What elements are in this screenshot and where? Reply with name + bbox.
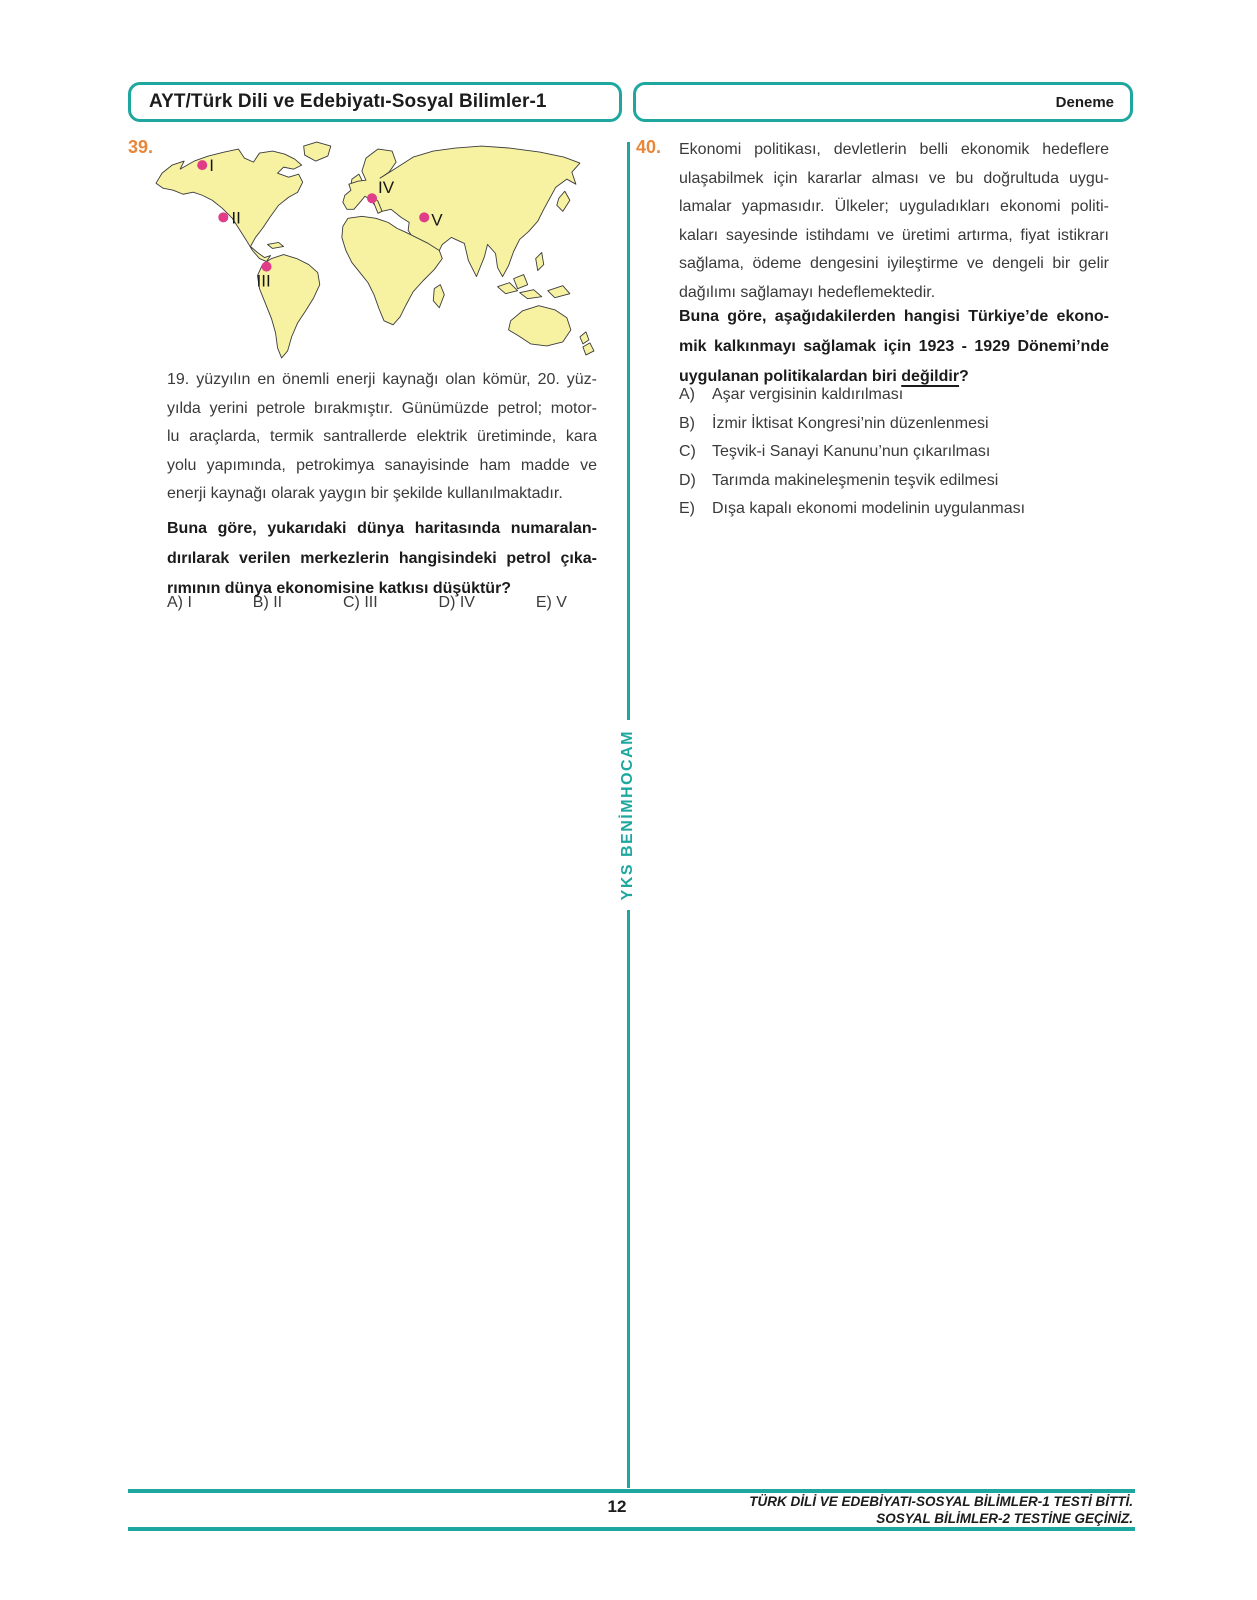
q40-option-a [679,386,1129,404]
map-greenland [304,142,331,161]
q40-options-list [679,386,1129,529]
map-marker-I-label: I [209,156,215,176]
q40-stem-underlined-word: değildir [901,368,960,385]
question-40-number: 40. [636,137,662,157]
q39-option-d-text: IV [459,594,475,611]
q40-option-b [679,415,1129,433]
map-borneo [514,275,528,289]
q40-option-c [679,443,1129,461]
q39-option-b-text: II [273,594,283,611]
map-marker-II-label: II [231,208,241,228]
map-marker-III [261,262,271,272]
q39-option-b-letter: B) [252,594,269,611]
q40-option-c-text: Teşvik-i Sanayi Kanunu’nun çıkarılması [712,443,991,460]
q39-paragraph-line: enerji kaynağı olarak yaygın bir şekilde kullanılmaktadır. [167,485,563,502]
q40-stem-line: mik kalkınmayı sağlamak için 1923 - 1929 Dönemi’nde [679,338,1109,355]
q39-option-a-text: I [187,594,192,611]
map-marker-III-label: III [256,271,271,291]
map-madagascar [433,285,444,308]
footer-note-line1: TÜRK DİLİ VE EDEBİYATI-SOSYAL BİLİMLER-1 TESTİ BİTTİ. [749,1494,1133,1509]
question-39-number: 39. [128,137,154,157]
q40-option-d-letter: D) [679,471,696,489]
q39-option-c-letter: C) [342,594,360,611]
q39-paragraph-line: 19. yüzyılın en önemli enerji kaynağı olan kömür, 20. yüz- [167,371,597,388]
q40-option-a-text: Aşar vergisinin kaldırılması [712,386,904,403]
q40-option-c-letter: C) [679,443,696,460]
brand-watermark: YKS BENİMHOCAM [619,729,636,901]
q39-option-d [439,594,475,612]
q39-paragraph-line: lu araçlarda, termik santrallerde elektrik üretiminde, kara [167,428,597,445]
map-sumatra [498,283,518,294]
q40-option-a-letter: A) [679,386,695,403]
q39-option-e-letter: E) [535,594,552,611]
q40-stem-pre: uygulanan politikalardan biri [679,368,902,385]
q39-option-e-text: V [556,594,567,611]
exam-type-label: Deneme [1055,93,1114,111]
q40-paragraph-line: kaları sayesinde istihdamı ve üretimi artırma, fiyat istikrarı [679,226,1109,244]
q40-stem-line: Buna göre, aşağıdakilerden hangisi Türkiye’de ekono- [679,308,1109,325]
q39-option-b [253,594,282,612]
map-marker-II [218,212,228,222]
q40-paragraph-line: dağılımı sağlamayı hedeflemektedir. [679,283,936,301]
map-java [520,290,542,299]
q39-paragraph [167,366,597,509]
header-section-box [128,82,622,122]
map-cuba [268,242,284,248]
divider-line-top [627,142,630,720]
map-marker-IV [367,193,377,203]
q40-option-e-text: Dışa kapalı ekonomi modelinin uygulanması [712,500,1026,517]
q39-option-e [536,594,567,612]
column-divider [618,142,638,1488]
map-philippines [536,253,544,271]
footer-note-line2: SOSYAL BİLİMLER-2 TESTİNE GEÇİNİZ. [876,1511,1133,1526]
q39-option-a-letter: A) [167,594,183,611]
q39-option-a [167,594,192,612]
footer-note [573,1493,1133,1527]
q40-stem-post: ? [959,368,969,385]
map-marker-IV-label: IV [378,178,395,198]
q39-option-c-text: III [364,594,378,611]
q40-paragraph-line: Ekonomi politikası, devletlerin belli ekonomik hedeflere [679,141,1109,158]
footer-rule-bottom [128,1527,1135,1531]
q39-paragraph-line: yolu yapımında, petrokimya sanayisinde ham madde ve [167,456,597,474]
map-marker-V [419,212,429,222]
map-australia [509,306,571,346]
map-new-zealand [580,332,594,355]
section-title: AYT/Türk Dili ve Edebiyatı-Sosyal Bilimler-1 [149,91,547,112]
world-map-figure [150,138,602,366]
q39-option-d-letter: D) [438,594,456,611]
q40-paragraph-line: ulaşabilmek için kararlar alması ve bu doğrultuda uygu- [679,169,1109,187]
divider-line-bottom [627,910,630,1488]
q39-paragraph-line: yılda yerini petrole bırakmıştır. Günümüzde petrol; motor- [167,399,597,417]
q39-question-stem [167,514,597,604]
q40-option-b-text: İzmir İktisat Kongresi’nin düzenlenmesi [712,414,989,432]
q39-options-row [167,594,567,612]
world-map [150,138,602,366]
header-exam-type-box [633,82,1133,122]
q39-option-c [343,594,378,612]
q40-paragraph-line: lamalar yapmasıdır. Ülkeler; uyguladıkları ekonomi politi- [679,198,1109,215]
map-japan [557,191,570,211]
q40-question-stem [679,302,1109,392]
map-marker-V-label: V [431,210,443,230]
q40-option-e-letter: E) [679,500,695,517]
q40-paragraph-line: sağlama, ödeme dengesini iyileştirme ve dengeli bir gelir [679,255,1109,272]
q40-option-b-letter: B) [679,414,695,432]
page-number: 12 [607,1497,627,1516]
q39-stem-line: rımının dünya ekonomisine katkısı düşüktür? [167,580,512,597]
q40-paragraph [679,136,1109,307]
map-new-guinea [548,286,570,298]
map-marker-I [197,160,207,170]
q39-stem-line: Buna göre, yukarıdaki dünya haritasında numaralan- [167,520,597,537]
q40-option-e [679,500,1129,518]
q40-option-d-text: Tarımda makineleşmenin teşvik edilmesi [712,471,999,489]
q40-option-d [679,472,1129,490]
q39-stem-line: dırılarak verilen merkezlerin hangisindeki petrol çıka- [167,550,597,567]
